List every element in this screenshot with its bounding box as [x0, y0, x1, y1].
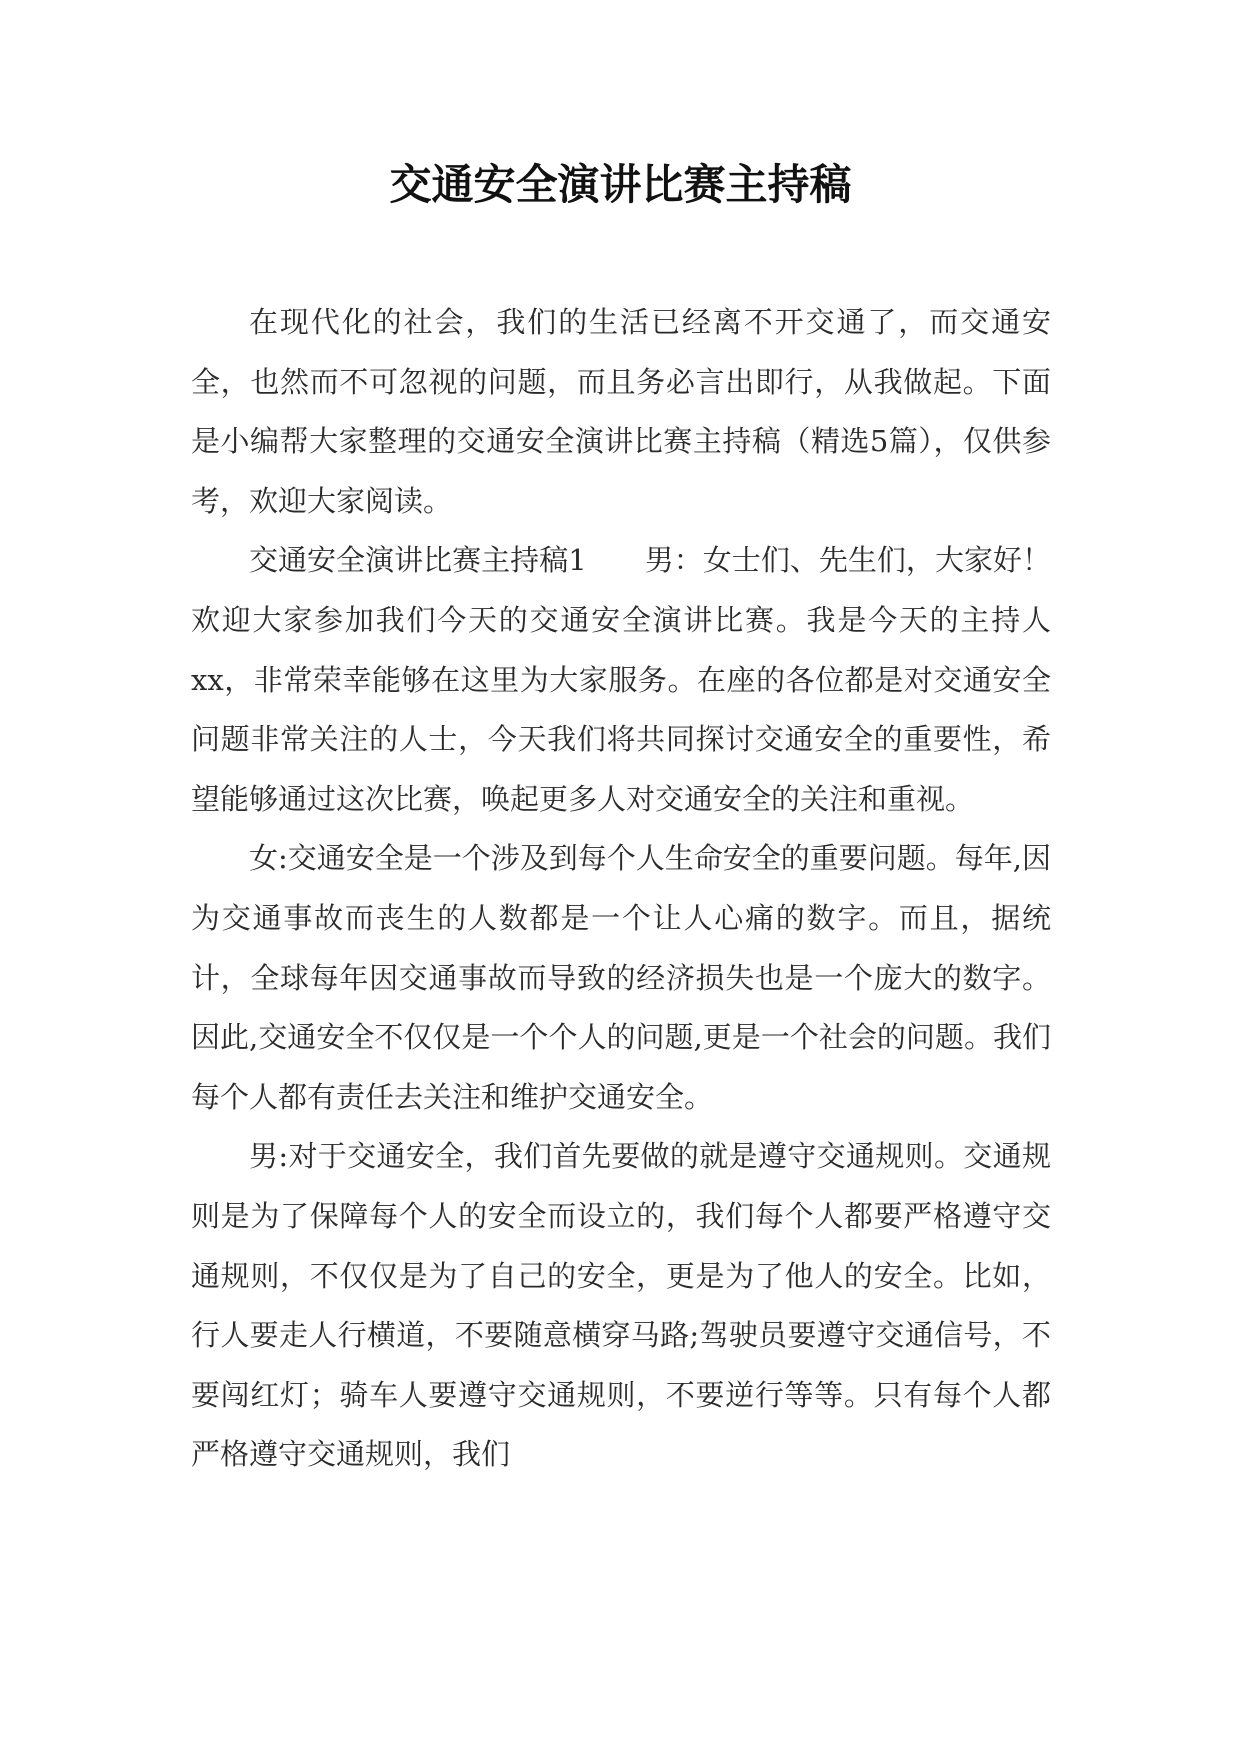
paragraph-host-male-rules: 男:对于交通安全，我们首先要做的就是遵守交通规则。交通规则是为了保障每个人的安全而设立的，我们每个人都要严格遵守交通规则，不仅仅是为了自己的安全，更是为了他人的安全。比如，行人要走人行横道，不要随意横穿马路;驾驶员要遵守交通信号，不要闯红灯；骑车人要遵守交通规则，不要逆行等等。只有每个人都严格遵守交通规则，我们 [191, 1139, 1051, 1472]
document-body [191, 293, 1051, 1485]
paragraph-host-female: 女:交通安全是一个涉及到每个人生命安全的重要问题。每年,因为交通事故而丧生的人数都是一个让人心痛的数字。而且，据统计，全球每年因交通事故而导致的经济损失也是一个庞大的数字。因此,交通安全不仅仅是一个个人的问题,更是一个社会的问题。我们每个人都有责任去关注和维护交通安全。 [191, 841, 1051, 1114]
paragraph-host-male-opening: 交通安全演讲比赛主持稿1 男：女士们、先生们，大家好！欢迎大家参加我们今天的交通安全演讲比赛。我是今天的主持人xx，非常荣幸能够在这里为大家服务。在座的各位都是对交通安全问题非常关注的人士，今天我们将共同探讨交通安全的重要性，希望能够通过这次比赛，唤起更多人对交通安全的关注和重视。 [191, 543, 1051, 816]
document-title: 交通安全演讲比赛主持稿 [389, 160, 852, 209]
paragraph-intro: 在现代化的社会，我们的生活已经离不开交通了，而交通安全，也然而不可忽视的问题，而且务必言出即行，从我做起。下面是小编帮大家整理的交通安全演讲比赛主持稿（精选5篇），仅供参考，欢迎大家阅读。 [191, 305, 1051, 518]
